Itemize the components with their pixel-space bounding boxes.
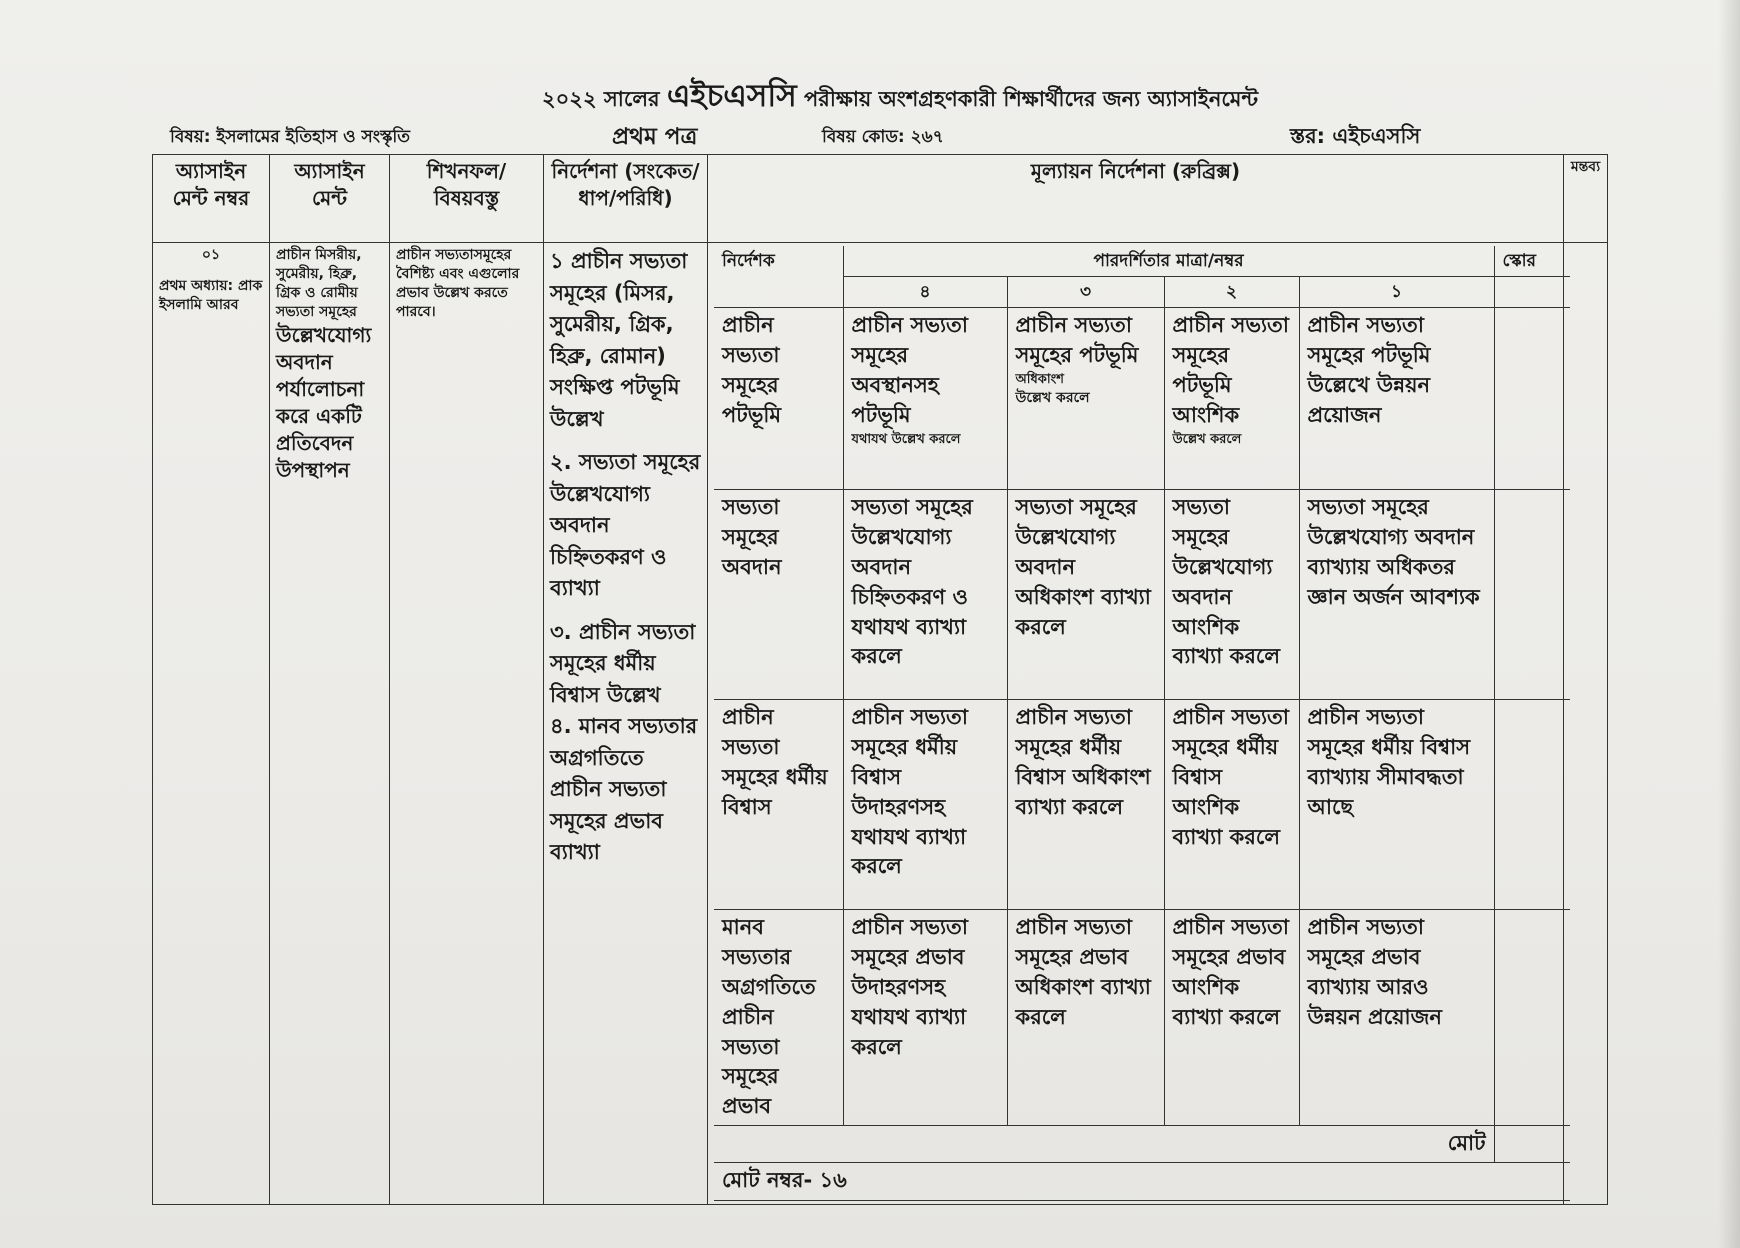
header-instruction: নির্দেশনা (সংকেত/ধাপ/পরিধি) xyxy=(544,155,708,243)
level3-text: প্রাচীন সভ্যতা সমূহের পটভূমি xyxy=(1015,313,1139,368)
score-cell xyxy=(1494,700,1570,910)
header-assignment-no: অ্যাসাইন মেন্ট নম্বর xyxy=(153,155,270,243)
instruction-2: ২. সভ্যতা সমূহের উল্লেখযোগ্য অবদান চিহ্নিতকরণ ও ব্যাখ্যা xyxy=(550,450,701,600)
header-remarks: মন্তব্য xyxy=(1564,155,1608,243)
rubric-row-4 xyxy=(714,910,1570,1126)
rubric-row-2 xyxy=(714,490,1570,700)
header-assignment: অ্যাসাইন মেন্ট xyxy=(270,155,390,243)
paper-label: প্রথম পত্র xyxy=(612,124,698,150)
level3-tail: উল্লেখ করলে xyxy=(1015,390,1090,407)
level3-cell: সভ্যতা সমূহের উল্লেখযোগ্য অবদান অধিকাংশ ব্যাখ্যা করলে xyxy=(1007,490,1164,700)
level-2: ২ xyxy=(1164,277,1299,308)
header-rubric: মূল্যায়ন নির্দেশনা (রুব্রিক্স) xyxy=(708,155,1564,243)
total-marks-row xyxy=(714,1162,1570,1200)
indicator-header: নির্দেশক xyxy=(714,246,843,308)
indicator-cell: প্রাচীন সভ্যতা সমূহের পটভূমি xyxy=(714,308,843,490)
level-4: ৪ xyxy=(843,277,1007,308)
level-3: ৩ xyxy=(1007,277,1164,308)
total-label: মোট xyxy=(714,1125,1494,1162)
assignment-row xyxy=(153,243,1608,1205)
score-header: স্কোর xyxy=(1494,246,1570,277)
title-exam: এইচএসসি xyxy=(666,78,797,114)
level3-cell: প্রাচীন সভ্যতা সমূহের প্রভাব অধিকাংশ ব্যাখ্যা করলে xyxy=(1007,910,1164,1126)
rubric-row-3 xyxy=(714,700,1570,910)
header-row xyxy=(153,155,1608,243)
level2-cell: সভ্যতা সমূহের উল্লেখযোগ্য অবদান আংশিক ব্যাখ্যা করলে xyxy=(1164,490,1299,700)
page-edge-shadow xyxy=(1718,0,1740,1248)
total-score-cell xyxy=(1494,1125,1570,1162)
rubric-row-1 xyxy=(714,308,1570,490)
assignment-title-part2: উল্লেখযোগ্য অবদান পর্যালোচনা করে একটি প্রতিবেদন উপস্থাপন xyxy=(276,322,372,482)
level1-cell: প্রাচীন সভ্যতা সমূহের প্রভাব ব্যাখ্যায় আরও উন্নয়ন প্রয়োজন xyxy=(1299,910,1494,1126)
title-prefix: ২০২২ সালের xyxy=(542,87,660,111)
level3-cell: প্রাচীন সভ্যতা সমূহের ধর্মীয় বিশ্বাস অধিকাংশ ব্যাখ্যা করলে xyxy=(1007,700,1164,910)
level-label: স্তর: এইচএসসি xyxy=(1290,124,1421,148)
score-cell xyxy=(1494,490,1570,700)
indicator-cell: প্রাচীন সভ্যতা সমূহের ধর্মীয় বিশ্বাস xyxy=(714,700,843,910)
level2-cell: প্রাচীন সভ্যতা সমূহের প্রভাব আংশিক ব্যাখ্যা করলে xyxy=(1164,910,1299,1126)
level4-text: প্রাচীন সভ্যতা সমূহের অবস্থানসহ পটভূমি xyxy=(851,313,968,427)
assignment-title-part1: প্রাচীন মিসরীয়, সুমেরীয়, হিব্রু, গ্রিক ও রোমীয় সভ্যতা সমূহের xyxy=(276,247,362,320)
rubric-header-row xyxy=(714,246,1570,277)
title-suffix: পরীক্ষায় অংশগ্রহণকারী শিক্ষার্থীদের জন্য অ্যাসাইনমেন্ট xyxy=(804,87,1258,111)
total-row xyxy=(714,1125,1570,1162)
rubric-table xyxy=(714,246,1570,1201)
indicator-cell: সভ্যতা সমূহের অবদান xyxy=(714,490,843,700)
level4-cell: প্রাচীন সভ্যতা সমূহের প্রভাব উদাহরণসহ যথাযথ ব্যাখ্যা করলে xyxy=(843,910,1007,1126)
proficiency-header: পারদর্শিতার মাত্রা/নম্বর xyxy=(843,246,1494,277)
learning-outcome: প্রাচীন সভ্যতাসমূহের বৈশিষ্ট্য এবং এগুলোর প্রভাব উল্লেখ করতে পারবে। xyxy=(396,247,520,320)
subject-label: বিষয়: ইসলামের ইতিহাস ও সংস্কৃতি xyxy=(170,127,410,147)
level-1: ১ xyxy=(1299,277,1494,308)
level-row xyxy=(714,277,1570,308)
level2-text: প্রাচীন সভ্যতা সমূহের পটভূমি আংশিক xyxy=(1172,313,1289,427)
header-learning-outcome: শিখনফল/বিষয়বস্তু xyxy=(390,155,544,243)
level1-cell: প্রাচীন সভ্যতা সমূহের পটভূমি উল্লেখে উন্নয়ন প্রয়োজন xyxy=(1299,308,1494,490)
score-cell xyxy=(1494,910,1570,1126)
total-marks: মোট নম্বর- ১৬ xyxy=(714,1162,1570,1200)
level4-cell: সভ্যতা সমূহের উল্লেখযোগ্য অবদান চিহ্নিতকরণ ও যথাযথ ব্যাখ্যা করলে xyxy=(843,490,1007,700)
level1-cell: প্রাচীন সভ্যতা সমূহের ধর্মীয় বিশ্বাস ব্যাখ্যায় সীমাবদ্ধতা আছে xyxy=(1299,700,1494,910)
subject-code: বিষয় কোড: ২৬৭ xyxy=(822,127,944,147)
assignment-table xyxy=(152,154,1608,1205)
chapter-label: প্রথম অধ্যায়: প্রাক ইসলামি আরব xyxy=(159,277,263,313)
level4-cell: প্রাচীন সভ্যতা সমূহের ধর্মীয় বিশ্বাস উদাহরণসহ যথাযথ ব্যাখ্যা করলে xyxy=(843,700,1007,910)
instruction-4: ৪. মানব সভ্যতার অগ্রগতিতে প্রাচীন সভ্যতা সমূহের প্রভাব ব্যাখ্যা xyxy=(550,714,698,864)
remarks-cell xyxy=(1564,243,1608,1205)
score-cell xyxy=(1494,277,1570,308)
indicator-cell: মানব সভ্যতার অগ্রগতিতে প্রাচীন সভ্যতা সমূহের প্রভাব xyxy=(714,910,843,1126)
level1-cell: সভ্যতা সমূহের উল্লেখযোগ্য অবদান ব্যাখ্যায় অধিকতর জ্ঞান অর্জন আবশ্যক xyxy=(1299,490,1494,700)
score-cell xyxy=(1494,308,1570,490)
level2-note: উল্লেখ করলে xyxy=(1172,431,1242,447)
instruction-1: ১ প্রাচীন সভ্যতা সমূহের (মিসর, সুমেরীয়, গ্রিক, হিব্রু, রোমান) সংক্ষিপ্ত পটভূমি উল্লেখ xyxy=(550,249,688,431)
level4-note: যথাযথ উল্লেখ করলে xyxy=(851,431,961,447)
document-title xyxy=(520,72,1280,124)
assignment-number: ০১ xyxy=(201,247,221,263)
instruction-3: ৩. প্রাচীন সভ্যতা সমূহের ধর্মীয় বিশ্বাস উল্লেখ xyxy=(550,619,696,707)
level3-note: অধিকাংশ xyxy=(1015,371,1064,387)
level2-cell: প্রাচীন সভ্যতা সমূহের ধর্মীয় বিশ্বাস আংশিক ব্যাখ্যা করলে xyxy=(1164,700,1299,910)
